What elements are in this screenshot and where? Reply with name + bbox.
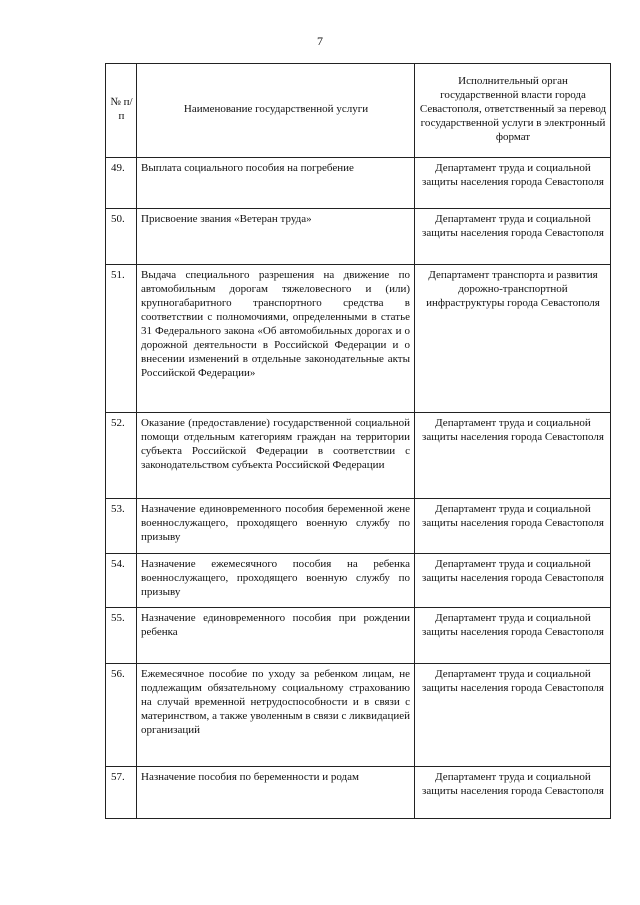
responsible-body: Департамент труда и социальной защиты населения города Севастополя xyxy=(415,209,611,265)
row-number: 54. xyxy=(106,554,137,608)
responsible-body: Департамент труда и социальной защиты населения города Севастополя xyxy=(415,664,611,767)
responsible-body: Департамент транспорта и развития дорожно-транспортной инфраструктуры города Севастополя xyxy=(415,265,611,413)
table-row xyxy=(106,209,611,265)
responsible-body: Департамент труда и социальной защиты населения города Севастополя xyxy=(415,608,611,664)
service-name: Оказание (предоставление) государственной социальной помощи отдельным категориям граждан на территории субъекта Российской Федерации в соответствии с законодательством субъекта Российской Федерации xyxy=(137,413,415,499)
page-number: 7 xyxy=(317,34,323,48)
responsible-body: Департамент труда и социальной защиты населения города Севастополя xyxy=(415,499,611,554)
responsible-body: Департамент труда и социальной защиты населения города Севастополя xyxy=(415,413,611,499)
table-row xyxy=(106,664,611,767)
service-name: Ежемесячное пособие по уходу за ребенком лицам, не подлежащим обязательному социальному страхованию на случай временной нетрудоспособности и в связи с материнством, а также уволенным в связи с ликвидацией организаций xyxy=(137,664,415,767)
service-name: Назначение единовременного пособия беременной жене военнослужащего, проходящего военную службу по призыву xyxy=(137,499,415,554)
row-number: 51. xyxy=(106,265,137,413)
service-name: Выдача специального разрешения на движение по автомобильным дорогам тяжеловесного и (или) крупногабаритного транспортного средства в соответствии с полномочиями, определенными в статье 31 Федерального закона «Об автомобильных дорогах и о дорожной деятельности в Российской Федерации и о внесении изменений в отдельные законодательные акты Российской Федерации» xyxy=(137,265,415,413)
header-service-name: Наименование государственной услуги xyxy=(137,64,415,158)
header-responsible-body: Исполнительный орган государственной власти города Севастополя, ответственный за перевод государственной услуги в электронный формат xyxy=(415,64,611,158)
row-number: 55. xyxy=(106,608,137,664)
table-row xyxy=(106,413,611,499)
row-number: 56. xyxy=(106,664,137,767)
row-number: 52. xyxy=(106,413,137,499)
service-name: Назначение ежемесячного пособия на ребенка военнослужащего, проходящего военную службу по призыву xyxy=(137,554,415,608)
header-number: № п/п xyxy=(106,64,137,158)
responsible-body: Департамент труда и социальной защиты населения города Севастополя xyxy=(415,554,611,608)
responsible-body: Департамент труда и социальной защиты населения города Севастополя xyxy=(415,767,611,819)
service-name: Присвоение звания «Ветеран труда» xyxy=(137,209,415,265)
table-row xyxy=(106,554,611,608)
row-number: 50. xyxy=(106,209,137,265)
table-row xyxy=(106,767,611,819)
row-number: 49. xyxy=(106,158,137,209)
service-name: Назначение единовременного пособия при рождении ребенка xyxy=(137,608,415,664)
row-number: 53. xyxy=(106,499,137,554)
services-table xyxy=(105,63,611,819)
row-number: 57. xyxy=(106,767,137,819)
service-name: Выплата социального пособия на погребение xyxy=(137,158,415,209)
table-row xyxy=(106,608,611,664)
table-row xyxy=(106,499,611,554)
responsible-body: Департамент труда и социальной защиты населения города Севастополя xyxy=(415,158,611,209)
service-name: Назначение пособия по беременности и родам xyxy=(137,767,415,819)
table-row xyxy=(106,265,611,413)
table-header-row xyxy=(106,64,611,158)
table-row xyxy=(106,158,611,209)
